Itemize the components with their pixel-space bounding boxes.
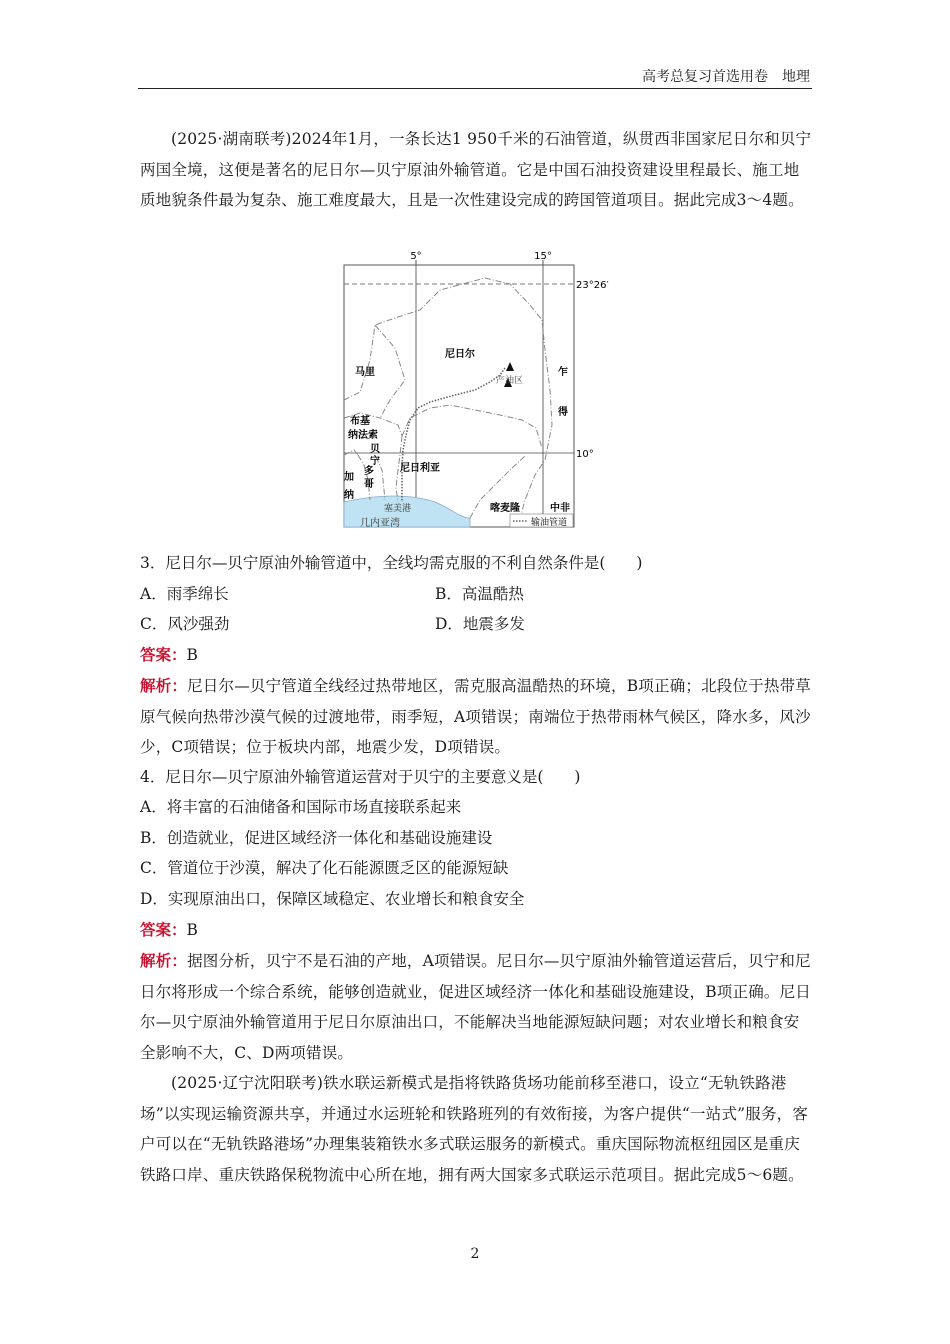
q3-answer: [140, 643, 198, 667]
label-mali: 马里: [355, 367, 375, 378]
label-oil-area: 产油区: [496, 376, 524, 386]
page-number: 2: [470, 1246, 480, 1262]
lon-label-5: 5°: [410, 251, 422, 262]
map-frame: [344, 265, 574, 527]
q4-option-d: D．实现原油出口，保障区域稳定、农业增长和粮食安全: [140, 890, 525, 908]
lat-label-10: 10°: [576, 449, 594, 460]
intro1-text: 2024年1月，一条长达1 950千米的石油管道，纵贯西非国家尼日尔和贝宁两国全境，这便是著名的尼日尔—贝宁原油外输管道。它是中国石油投资建设里程最长、施工地质地貌条件最为复杂、施工难度最大，且是一次性建设完成的跨国管道项目。据此完成3～4题。: [140, 130, 812, 209]
q3-stem: 3．尼日尔—贝宁原油外输管道中，全线均需克服的不利自然条件是( ): [140, 554, 643, 572]
q4-option-b: B．创造就业，促进区域经济一体化和基础设施建设: [140, 829, 493, 847]
q4-option-c: C．管道位于沙漠，解决了化石能源匮乏区的能源短缺: [140, 859, 509, 877]
q3-option-a: A．雨季绵长: [140, 585, 229, 603]
q3-option-b: B．高温酷热: [435, 585, 524, 603]
niger-benin-pipeline-map: [340, 250, 610, 532]
label-chad-2: 得: [558, 407, 568, 418]
intro2-source: (2025·辽宁沈阳联考): [171, 1074, 324, 1092]
intro-paragraph-1: [140, 124, 812, 216]
label-benin-1: 贝: [370, 444, 380, 455]
label-nigeria: 尼日利亚: [400, 463, 440, 474]
lon-label-15: 15°: [534, 251, 552, 262]
q4-answer: [140, 918, 198, 942]
intro2-text: 铁水联运新模式是指将铁路货场功能前移至港口，设立“无轨铁路港场”以实现运输资源共享，并通过水运班轮和铁路班列的有效衔接，为客户提供“一站式”服务，客户可以在“无轨铁路港场”办理集装箱铁水多式联运服务的新模式。重庆国际物流枢纽园区是重庆铁路口岸、重庆铁路保税物流中心所在地，拥有两大国家多式联运示范项目。据此完成5～6题。: [140, 1074, 809, 1184]
label-cameroon: 喀麦隆: [490, 503, 520, 514]
page-header: [138, 64, 812, 89]
label-burkina-1: 布基: [350, 416, 370, 427]
label-benin-2: 宁: [370, 456, 380, 467]
label-togo-2: 哥: [364, 479, 374, 490]
label-ghana-2: 纳: [344, 490, 354, 501]
q4-analysis-text: 据图分析，贝宁不是石油的产地，A项错误。尼日尔—贝宁原油外输管道运营后，贝宁和尼日尔将形成一个综合系统，能够创造就业，促进区域经济一体化和基础设施建设，B项正确。尼日尔—贝宁原油外输管道用于尼日尔原油出口，不能解决当地能源短缺问题；对农业增长和粮食安全影响不大，C、D两项错误。: [140, 952, 811, 1062]
q4-option-a: A．将丰富的石油储备和国际市场直接联系起来: [140, 798, 462, 816]
label-port: 塞美港: [384, 504, 412, 514]
q4-analysis-label: 解析：: [140, 951, 188, 970]
label-chad-1: 乍: [558, 367, 568, 378]
q4-stem: 4．尼日尔—贝宁原油外输管道运营对于贝宁的主要意义是( ): [140, 768, 581, 786]
map-svg: [340, 250, 610, 532]
label-burkina-2: 纳法索: [348, 430, 378, 441]
label-car: 中非: [550, 503, 570, 514]
legend-label: 输油管道: [531, 518, 568, 528]
q3-answer-label: 答案：: [140, 645, 187, 664]
q4-answer-label: 答案：: [140, 920, 187, 939]
q4-answer-value: B: [186, 921, 198, 939]
q3-analysis-text: 尼日尔—贝宁管道全线经过热带地区，需克服高温酷热的环境，B项正确；北段位于热带草原气候向热带沙漠气候的过渡地带，雨季短，A项错误；南端位于热带雨林气候区，降水多，风沙少，C项错误；位于板块内部，地震少发，D项错误。: [140, 677, 812, 756]
intro-paragraph-2: [140, 1068, 812, 1190]
header-title: 高考总复习首选用卷 地理: [642, 69, 810, 85]
label-togo-1: 多: [364, 466, 374, 477]
label-niger: 尼日尔: [445, 349, 475, 360]
intro1-source: (2025·湖南联考): [171, 130, 292, 148]
q3-analysis-label: 解析：: [140, 676, 188, 695]
q3-option-d: D．地震多发: [435, 615, 525, 633]
q3-analysis: [140, 671, 812, 763]
label-ghana-1: 加: [344, 472, 354, 483]
lat-label-tropic: 23°26′: [576, 280, 609, 291]
q3-answer-value: B: [186, 646, 198, 664]
label-gulf: 几内亚湾: [360, 518, 400, 529]
q4-analysis: [140, 946, 812, 1068]
q3-option-c: C．风沙强劲: [140, 615, 230, 633]
